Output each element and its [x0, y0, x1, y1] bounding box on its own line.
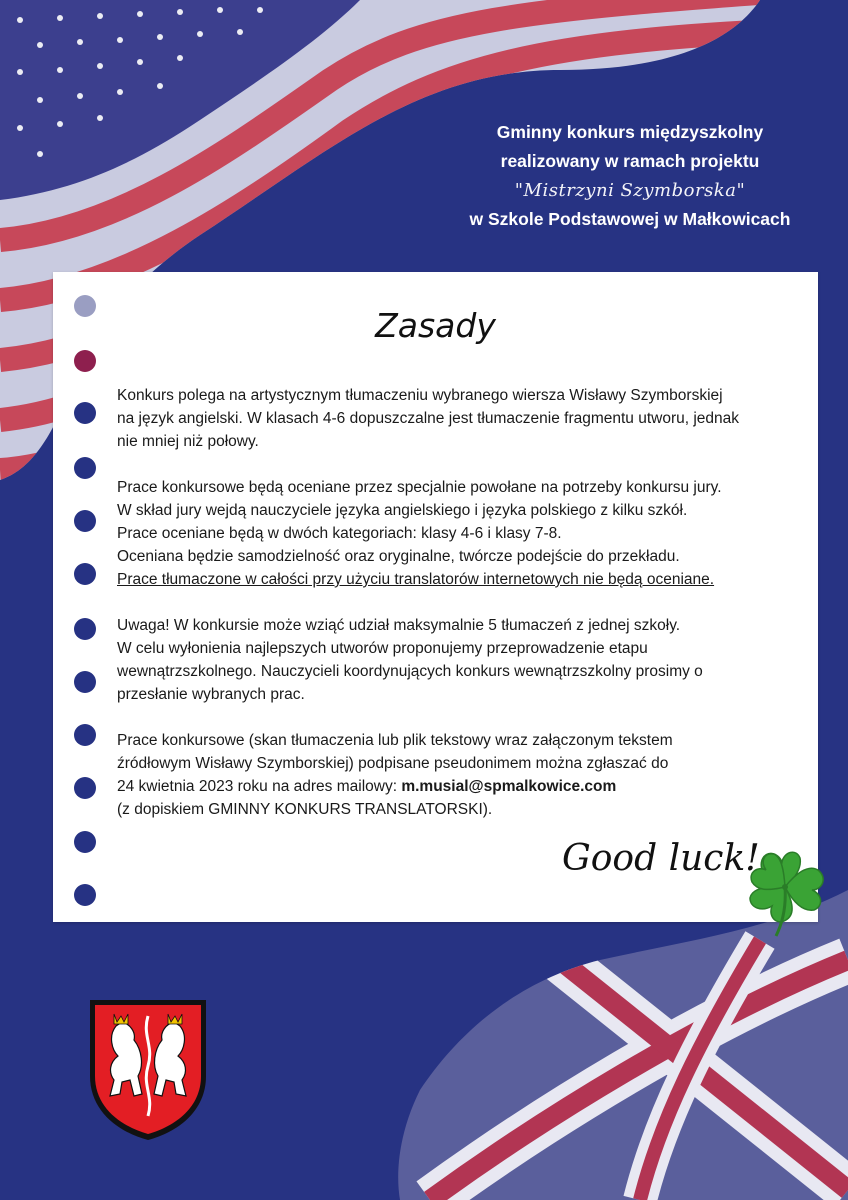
notebook-dot: [74, 457, 96, 479]
text-line: W skład jury wejdą nauczyciele języka angielskiego i języka polskiego z kilku szkół.: [117, 502, 688, 519]
four-leaf-clover-icon: [740, 842, 830, 938]
coat-of-arms: [86, 996, 210, 1142]
notebook-dot: [74, 350, 96, 372]
text-line-with-email: [117, 775, 807, 798]
paragraph-1: [117, 384, 807, 453]
email-prefix: 24 kwietnia 2023 roku na adres mailowy:: [117, 778, 402, 795]
text-line: Konkurs polega na artystycznym tłumaczeniu wybranego wiersza Wisławy Szymborskiej: [117, 387, 723, 404]
good-luck-text: Good luck!: [562, 838, 760, 879]
project-name: "Mistrzyni Szymborska": [514, 180, 746, 201]
text-line: Prace oceniane będą w dwóch kategoriach: klasy 4-6 i klasy 7-8.: [117, 525, 562, 542]
rules-content: [117, 384, 807, 844]
email-link[interactable]: m.musial@spmalkowice.com: [401, 778, 617, 795]
notebook-dot: [74, 831, 96, 853]
text-line: na język angielski. W klasach 4-6 dopuszczalne jest tłumaczenie fragmentu utworu, jednak: [117, 410, 740, 427]
text-line: przesłanie wybranych prac.: [117, 686, 305, 703]
notebook-dot: [74, 724, 96, 746]
header: [420, 118, 840, 234]
paragraph-2: [117, 476, 807, 591]
text-line: Prace konkursowe będą oceniane przez specjalnie powołane na potrzeby konkursu jury.: [117, 479, 722, 496]
paragraph-3: [117, 614, 807, 706]
text-line: nie mniej niż połowy.: [117, 433, 259, 450]
text-line: (z dopiskiem GMINNY KONKURS TRANSLATORSKI).: [117, 801, 493, 818]
notebook-dot: [74, 671, 96, 693]
header-line-1: Gminny konkurs międzyszkolny: [496, 122, 764, 142]
notebook-dot: [74, 618, 96, 640]
text-line: Oceniana będzie samodzielność oraz oryginalne, twórcze podejście do przekładu.: [117, 548, 680, 565]
text-line: wewnątrzszkolnego. Nauczycieli koordynujących konkurs wewnątrzszkolny prosimy o: [117, 663, 703, 680]
notebook-dot: [74, 510, 96, 532]
notebook-dot: [74, 402, 96, 424]
text-line: źródłowym Wisławy Szymborskiej) podpisane pseudonimem można zgłaszać do: [117, 755, 669, 772]
text-line: Uwaga! W konkursie może wziąć udział maksymalnie 5 tłumaczeń z jednej szkoły.: [117, 617, 681, 634]
text-line: Prace konkursowe (skan tłumaczenia lub plik tekstowy wraz załączonym tekstem: [117, 732, 673, 749]
notebook-dot: [74, 884, 96, 906]
header-line-2: realizowany w ramach projektu: [500, 151, 760, 171]
paragraph-4: [117, 729, 807, 821]
translator-warning: Prace tłumaczone w całości przy użyciu translatorów internetowych nie będą oceniane.: [117, 571, 715, 588]
notebook-dot: [74, 563, 96, 585]
text-line: W celu wyłonienia najlepszych utworów proponujemy przeprowadzenie etapu: [117, 640, 648, 657]
header-line-4: w Szkole Podstawowej w Małkowicach: [469, 209, 791, 229]
notebook-dot: [74, 777, 96, 799]
page-title: Zasady: [375, 306, 496, 345]
